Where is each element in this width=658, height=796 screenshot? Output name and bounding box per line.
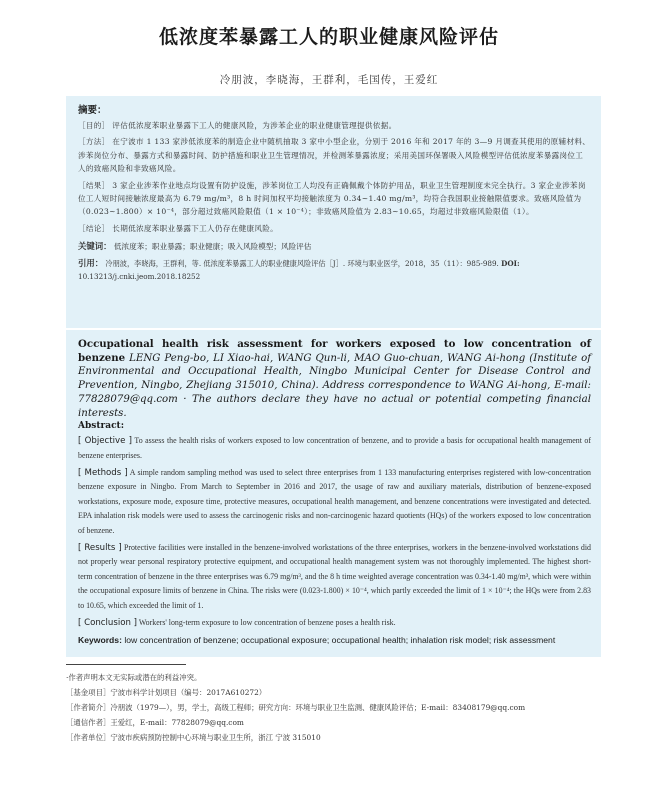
footnote-correspondence bbox=[66, 717, 606, 729]
en-methods-tag: [ Methods ] bbox=[78, 468, 128, 479]
cn-objective-text: 评估低浓度苯职业暴露下工人的健康风险，为涉苯企业的职业健康管理提供依据。 bbox=[112, 121, 397, 130]
en-authors-affiliation: LENG Peng-bo, LI Xiao-hai, WANG Qun-li, MAO Guo-chuan, WANG Ai-hong (Institute of Environmental and Occupational Health, Ningbo Municipal Center for Disease Control and Prevention, Ningbo, Zhejiang 315010, China). Address correspondence to WANG Ai-hong, E-mail: 77828079@qq.com bbox=[78, 352, 591, 405]
cn-objective-paragraph bbox=[78, 119, 591, 132]
citation-label: 引用： bbox=[78, 258, 104, 269]
fund-text: 宁波市科学计划项目（编号：2017A610272） bbox=[110, 688, 267, 697]
affiliation-text: 宁波市疾病预防控制中心环境与职业卫生所，浙江 宁波 315010 bbox=[110, 733, 321, 742]
en-methods-paragraph bbox=[78, 466, 591, 538]
cn-keywords-text: 低浓度苯；职业暴露；职业健康；吸入风险模型；风险评估 bbox=[113, 242, 312, 252]
author-bio-text: 冷朋波（1979—），男，学士，高级工程师；研究方向：环境与职业卫生监测、健康风险评估；E-mail：83408179@qq.com bbox=[110, 703, 526, 712]
doi-link[interactable]: 10.13213/j.cnki.jeom.2018.18252 bbox=[78, 272, 201, 282]
author-list: 冷朋波，李晓海，王群利，毛国传，王爱红 bbox=[219, 74, 439, 86]
en-results-text: Protective facilities were installed in the benzene-involved workstations of the three enterprises, workers in the benzene-involved workstations did not properly wear personal respiratory protective equipment, and occupational health management system was not thoroughly implemented. The highest short-term concentration of benzene in the three enterprises was 6.79 mg/m³, and the 8 h time weighted average concentration was 0.34-1.40 mg/m³, which were within the occupational exposure limits of benzene in China. The risks were (0.023-1.800) × 10⁻⁴, which partly exceeded the limit of 1 × 10⁻⁴; the HQs were from 2.83 to 10.65, which exceeded the limit of 1. bbox=[78, 543, 591, 610]
en-objective-paragraph bbox=[78, 434, 591, 463]
citation-text: 冷朋波，李晓海，王群利，等. 低浓度苯暴露工人的职业健康风险评估［J］. 环境与职业医学，2018，35（11）：985-989. bbox=[105, 259, 499, 269]
en-title: Occupational health risk assessment for workers exposed to low concentration of benzene bbox=[78, 338, 591, 364]
en-conclusion-text: Workers' long-term exposure to low concentration of benzene poses a health risk. bbox=[138, 618, 396, 628]
en-keywords bbox=[78, 635, 591, 645]
en-results-paragraph bbox=[78, 541, 591, 613]
cn-results-text: 3 家企业涉苯作业地点均设置有防护设施，涉苯岗位工人均没有正确佩戴个体防护用品，职业卫生管理制度未完全执行。3 家企业涉苯岗位工人短时间接触浓度最高为 6.79 mg/m³，8 h 时间加权平均接触浓度为 0.34~1.40 mg/m³，均符合我国职业接触限值要求。致癌风险值为（0.023~1.800）× 10⁻⁴，部分超过致癌风险限值（1 × 10⁻⁴）；非致癌风险值为 2.83~10.65，均超过非致癌风险限值（1）。 bbox=[78, 180, 586, 217]
en-conclusion-paragraph bbox=[78, 616, 591, 630]
abstract-label: 摘要： bbox=[78, 105, 107, 116]
article-title: 低浓度苯暴露工人的职业健康风险评估 bbox=[158, 26, 499, 48]
affiliation-label: ［作者单位］ bbox=[66, 733, 111, 742]
en-competing-interests: · The authors declare they have no actual or potential competing financial interests. bbox=[78, 393, 591, 419]
en-keywords-label: Keywords: bbox=[78, 634, 122, 645]
en-methods-text: A simple random sampling method was used to select three enterprises from 1 133 manufacturing enterprises registered with low-concentration benzene exposure in Ningbo. From March to September in 2016 and 2017, the usage of raw and auxiliary materials, distribution of benzene-exposed workstations, exposure mode, exposure time, protective measures, occupational health management, and benzene concentrations were investigated and detected. EPA inhalation risk models were used to assess the carcinogenic risks and non-carcinogenic hazard quotients (HQs) of the workers exposed to low concentration of benzene. bbox=[78, 468, 591, 535]
footnote-conflict: ·作者声明本文无实际或潜在的利益冲突。 bbox=[66, 673, 202, 682]
en-title-block bbox=[78, 338, 591, 420]
footnote-author-bio bbox=[66, 702, 606, 714]
cn-keywords bbox=[78, 240, 591, 253]
author-bio-label: ［作者简介］ bbox=[66, 703, 111, 712]
en-conclusion-tag: [ Conclusion ] bbox=[78, 618, 138, 629]
cn-keywords-label: 关键词： bbox=[78, 241, 112, 252]
english-abstract-box bbox=[66, 330, 601, 657]
correspondence-label: ［通信作者］ bbox=[66, 718, 111, 727]
correspondence-text: 王爱红，E-mail：77828079@qq.com bbox=[110, 718, 244, 727]
doi-label: DOI: bbox=[501, 259, 520, 269]
en-objective-text: To assess the health risks of workers exposed to low concentration of benzene, and to provide a basis for occupational health management of benzene enterprises. bbox=[78, 436, 591, 460]
cn-methods-text: 在宁波市 1 133 家涉低浓度苯的制造企业中随机抽取 3 家中小型企业，分别于 2016 年和 2017 年的 3—9 月调查其使用的原辅材料、涉苯岗位分布、暴露方式和暴露时间、防护措施和职业卫生管理情况，并检测苯暴露浓度；采用美国环保署吸入风险模型评估低浓度苯暴露岗位工人的致癌风险和非致癌风险。 bbox=[78, 137, 591, 174]
cn-results-paragraph bbox=[78, 179, 591, 219]
footnote-fund bbox=[66, 687, 606, 699]
cn-methods-tag: ［方法］ bbox=[78, 137, 110, 147]
cn-conclusion-paragraph bbox=[78, 222, 591, 235]
en-objective-tag: [ Objective ] bbox=[78, 436, 133, 447]
en-abstract-label: Abstract: bbox=[78, 421, 125, 432]
cn-conclusion-tag: ［结论］ bbox=[78, 223, 110, 233]
footnote-divider bbox=[66, 664, 186, 665]
cn-conclusion-text: 长期低浓度苯职业暴露下工人仍存在健康风险。 bbox=[112, 223, 279, 233]
chinese-abstract-box bbox=[66, 96, 601, 328]
cn-objective-tag: ［目的］ bbox=[78, 121, 110, 130]
footnote-affiliation bbox=[66, 732, 606, 744]
en-results-tag: [ Results ] bbox=[78, 543, 122, 554]
en-keywords-text: low concentration of benzene; occupational exposure; occupational health; inhalation risk model; risk assessment bbox=[124, 634, 556, 645]
cn-results-tag: ［结果］ bbox=[78, 180, 110, 190]
citation bbox=[78, 257, 591, 283]
cn-methods-paragraph bbox=[78, 135, 591, 175]
fund-label: ［基金项目］ bbox=[66, 688, 111, 697]
